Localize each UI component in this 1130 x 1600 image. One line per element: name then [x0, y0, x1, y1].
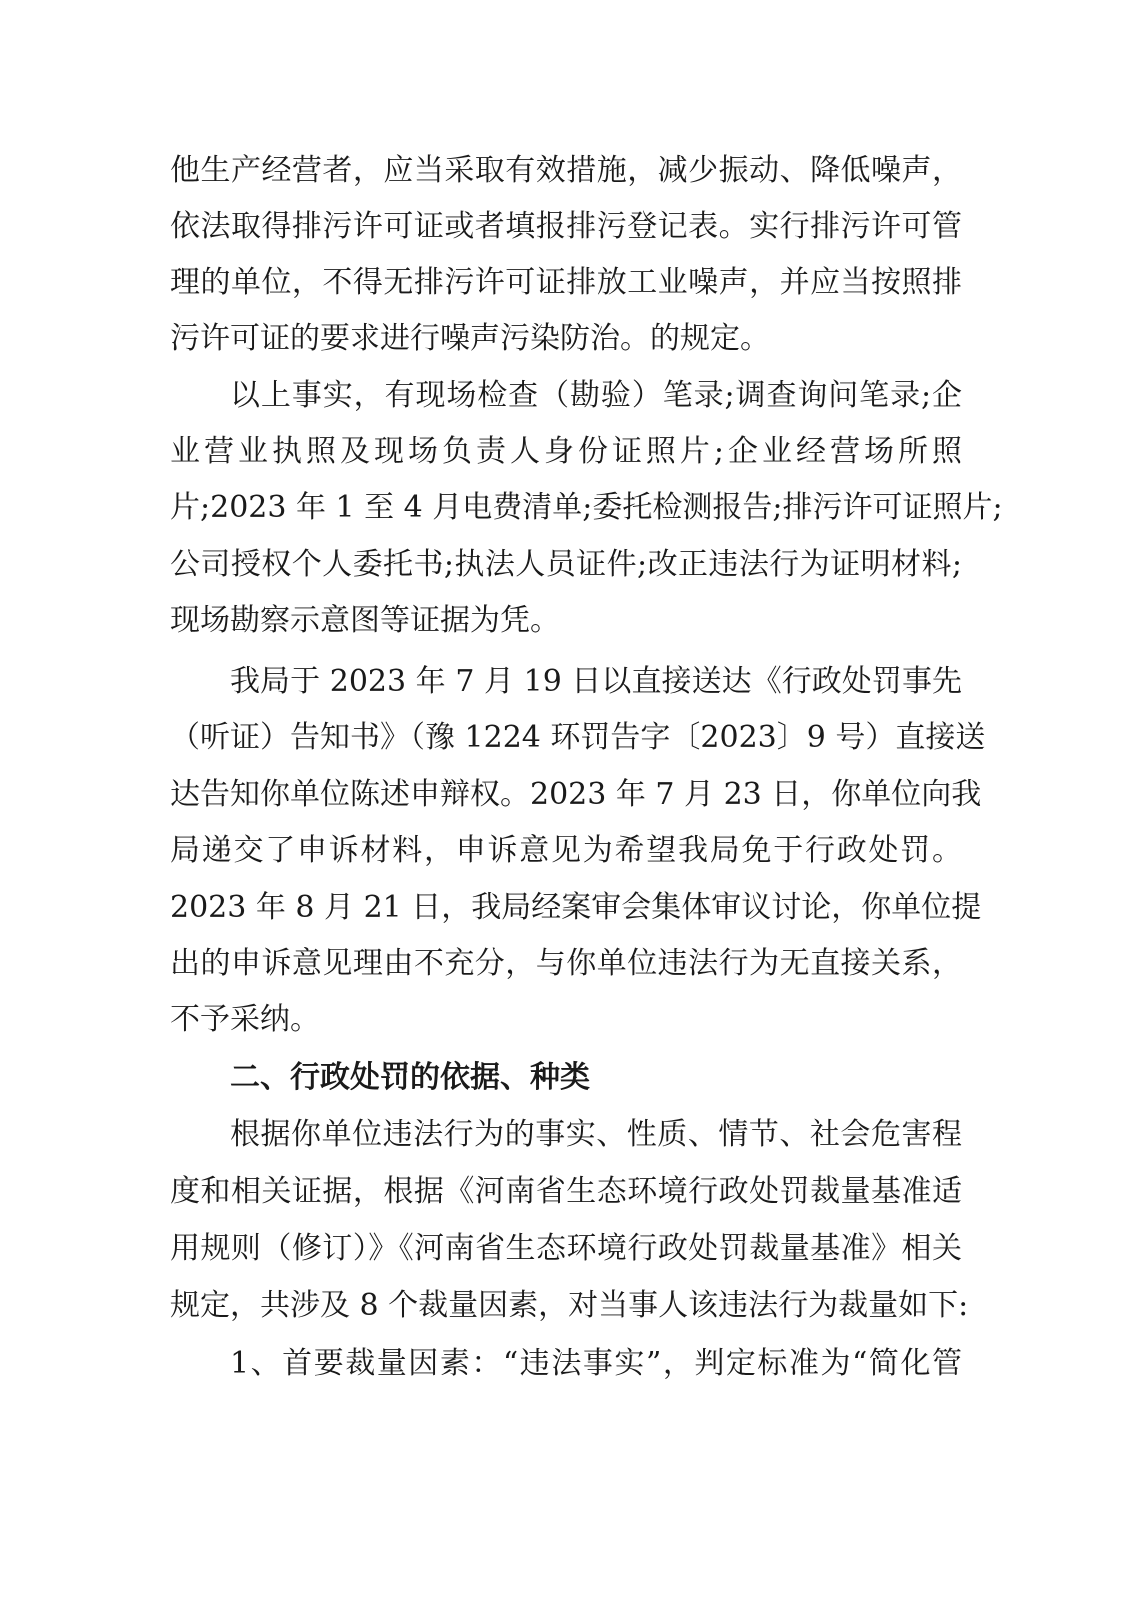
text-line: 达告知你单位陈述申辩权。2023 年 7 月 23 日，你单位向我 [170, 777, 982, 812]
text-line: 公司授权个人委托书;执法人员证件;改正违法行为证明材料; [170, 547, 962, 582]
text-line: 度和相关证据，根据《河南省生态环境行政处罚裁量基准适 [170, 1174, 962, 1209]
text-line: 出的申诉意见理由不充分，与你单位违法行为无直接关系， [170, 946, 962, 981]
text-line: 理的单位，不得无排污许可证排放工业噪声，并应当按照排 [170, 265, 962, 300]
text-line: （听证）告知书》（豫 1224 环罚告字〔2023〕9 号）直接送 [170, 720, 986, 755]
text-line: 根据你单位违法行为的事实、性质、情节、社会危害程 [230, 1117, 962, 1152]
text-line: 片;2023 年 1 至 4 月电费清单;委托检测报告;排污许可证照片; [170, 490, 1003, 525]
text-line: 业营业执照及现场负责人身份证照片;企业经营场所照 [170, 434, 962, 469]
text-line: 污许可证的要求进行噪声污染防治。的规定。 [170, 321, 770, 356]
text-line: 1、首要裁量因素：“违法事实”，判定标准为“简化管 [230, 1346, 962, 1381]
section-heading: 二、行政处罚的依据、种类 [230, 1060, 590, 1095]
text-line: 他生产经营者，应当采取有效措施，减少振动、降低噪声， [170, 153, 962, 188]
text-line: 现场勘察示意图等证据为凭。 [170, 603, 560, 638]
text-line: 我局于 2023 年 7 月 19 日以直接送达《行政处罚事先 [230, 664, 962, 699]
text-line: 规定，共涉及 8 个裁量因素，对当事人该违法行为裁量如下: [170, 1288, 969, 1323]
text-line: 2023 年 8 月 21 日，我局经案审会集体审议讨论，你单位提 [170, 890, 982, 925]
text-line: 依法取得排污许可证或者填报排污登记表。实行排污许可管 [170, 209, 962, 244]
text-line: 局递交了申诉材料，申诉意见为希望我局免于行政处罚。 [170, 833, 962, 868]
text-line: 不予采纳。 [170, 1002, 320, 1037]
text-line: 以上事实，有现场检查（勘验）笔录;调查询问笔录;企 [230, 378, 962, 413]
text-line: 用规则（修订）》《河南省生态环境行政处罚裁量基准》相关 [170, 1231, 962, 1266]
